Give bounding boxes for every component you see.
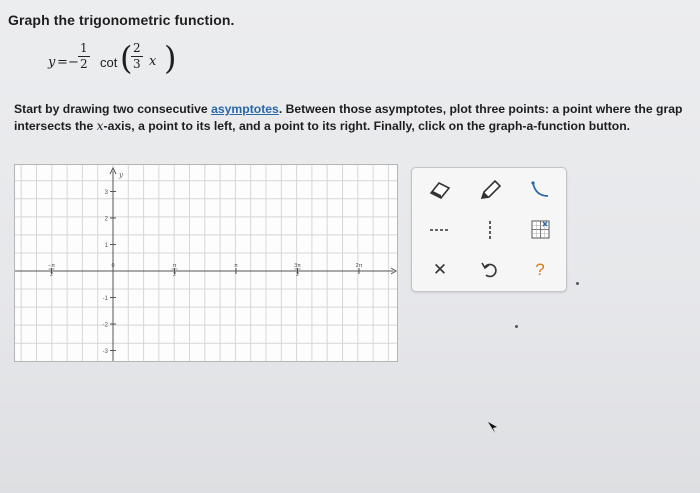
x-tick-denominator: 2	[172, 272, 177, 278]
y-tick-label: -3	[102, 349, 108, 355]
eraser-icon	[427, 179, 453, 201]
pencil-tool-button[interactable]	[474, 176, 506, 204]
y-tick-label: -2	[102, 322, 108, 329]
instructions-line-1	[14, 101, 700, 118]
coefficient-fraction	[78, 42, 90, 71]
argument-fraction	[131, 42, 143, 71]
argument-variable: x	[149, 54, 157, 69]
equation-minus: −	[68, 55, 79, 70]
argument-denominator: 3	[133, 57, 141, 71]
curve-tool-button[interactable]	[524, 176, 556, 204]
instructions-text-3: intersects the	[14, 119, 97, 133]
instructions-var-x: x	[96, 119, 104, 133]
x-tick-value: 2π	[355, 263, 363, 269]
instructions-line-2	[14, 118, 700, 135]
argument-numerator: 2	[133, 41, 141, 55]
y-axis-label: y	[119, 171, 123, 179]
instructions	[14, 101, 700, 135]
dashed-line-icon	[427, 219, 453, 241]
vertical-dashed-icon	[477, 219, 503, 241]
coefficient-denominator: 2	[80, 57, 88, 71]
instructions-text-4: -axis, a point to its left, and a point to its right. Finally, click on the graph-a-function button.	[103, 119, 631, 133]
asymptotes-link[interactable]: asymptotes	[211, 102, 279, 116]
y-tick-label: 3	[104, 190, 108, 196]
x-tick-numerator: 3π	[294, 263, 301, 269]
coefficient-numerator: 1	[80, 41, 88, 55]
dashed-line-tool-button[interactable]	[424, 216, 456, 244]
right-paren: )	[164, 39, 177, 77]
equation-y: y	[48, 55, 56, 70]
graph-area[interactable]	[14, 164, 398, 362]
undo-button[interactable]	[474, 256, 506, 284]
grid-lines	[15, 165, 397, 361]
mouse-pointer-icon	[487, 421, 499, 435]
stray-dot	[515, 325, 518, 328]
axes	[15, 168, 396, 361]
x-tick-label	[356, 263, 363, 269]
eraser-tool-button[interactable]	[424, 176, 456, 204]
stray-dot	[576, 282, 579, 285]
y-tick-label: 2	[104, 216, 108, 223]
page-title: Graph the trigonometric function.	[8, 12, 235, 28]
instructions-text-1: Start by drawing two consecutive	[14, 102, 212, 116]
x-tick-numerator: π	[172, 263, 177, 269]
instructions-text-2: . Between those asymptotes, plot three points: a point where the grap	[278, 102, 683, 116]
tool-panel	[411, 167, 567, 292]
x-tick-label	[111, 263, 114, 269]
vertical-dashed-tool-button[interactable]	[474, 216, 506, 244]
help-button[interactable]: ?	[535, 260, 545, 279]
graph-function-button[interactable]	[524, 216, 556, 244]
equation-equals: =	[57, 55, 68, 70]
curve-icon	[527, 179, 553, 201]
graph-canvas[interactable]	[15, 165, 397, 361]
x-tick-denominator: 2	[295, 272, 300, 278]
x-tick-denominator: 2	[49, 272, 54, 278]
function-name: cot	[100, 55, 118, 70]
x-tick-label	[234, 263, 238, 269]
undo-icon	[477, 259, 503, 281]
x-tick-numerator: −π	[47, 263, 56, 269]
y-tick-label: -1	[102, 296, 108, 302]
pencil-icon	[477, 179, 503, 201]
x-tick-value: π	[234, 263, 238, 269]
left-paren: (	[120, 39, 133, 77]
x-tick-value: 0	[111, 263, 115, 269]
y-tick-label: 1	[104, 243, 108, 249]
graph-function-icon	[527, 219, 553, 241]
clear-button[interactable]: ✕	[432, 260, 448, 279]
